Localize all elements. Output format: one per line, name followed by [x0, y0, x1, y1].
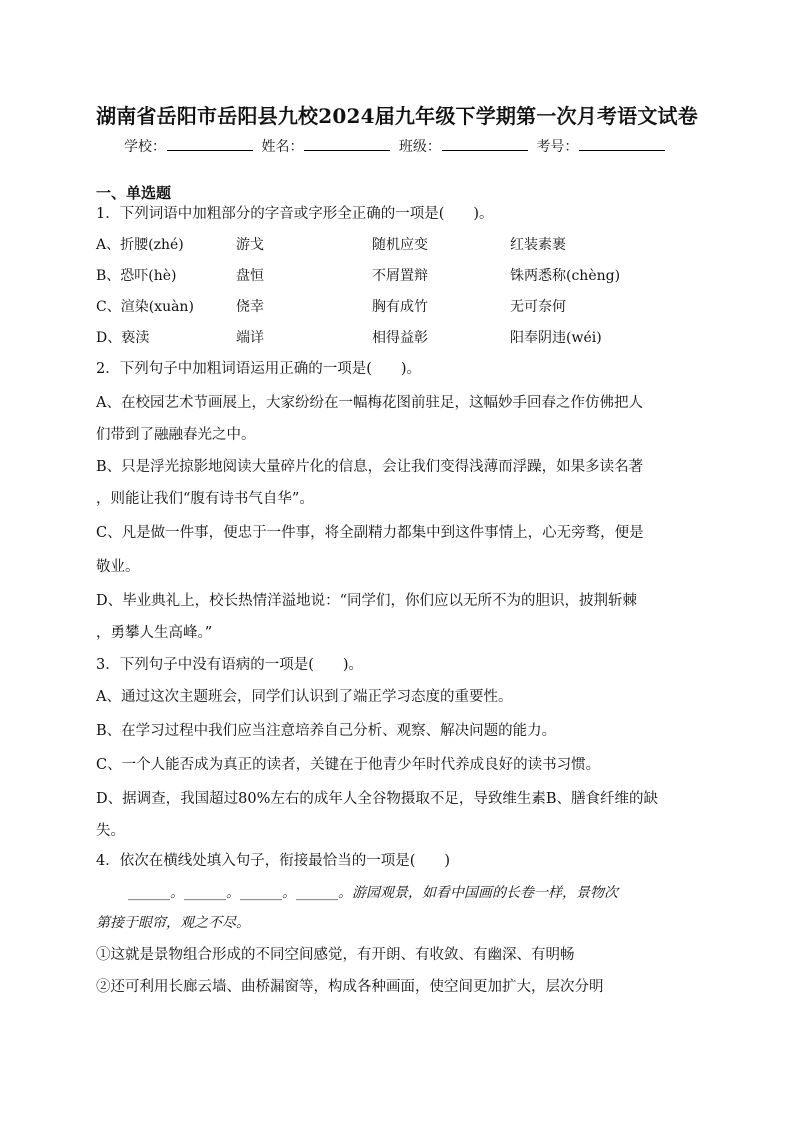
q3-option-d-line2: 失。: [96, 823, 125, 839]
q3-option-c: C、一个人能否成为真正的读者，关键在于他青少年时代养成良好的读书习惯。: [96, 757, 601, 773]
exam-title: 湖南省岳阳市岳阳县九校2024届九年级下学期第一次月考语文试卷: [96, 104, 698, 128]
q1-d-2: 端详: [236, 330, 264, 346]
q1-c-2: 侥幸: [236, 299, 264, 315]
q1-c-3: 胸有成竹: [372, 299, 428, 315]
student-info-row: [124, 136, 669, 156]
q2-option-d-line2: ，勇攀人生高峰。”: [96, 625, 213, 641]
school-blank: [167, 138, 253, 151]
q1-a-4: 红装素裹: [510, 237, 566, 253]
q3-stem: 3．下列句子中没有语病的一项是( )。: [96, 657, 364, 673]
q4-sentence-2: ②还可利用长廊云墙、曲桥漏窗等，构成各种画面，使空间更加扩大，层次分明: [96, 979, 604, 995]
q2-option-c-line1: C、凡是做一件事，便忠于一件事，将全副精力都集中到这件事情上，心无旁骛，便是: [96, 525, 644, 541]
class-blank: [442, 138, 528, 151]
exam-number-label: 考号：: [536, 139, 579, 155]
q4-passage-line1: ______。______。______。______。游园观景，如看中国画的长卷一样，景物次: [128, 885, 618, 901]
q3-option-a: A、通过这次主题班会，同学们认识到了端正学习态度的重要性。: [96, 689, 513, 705]
q2-option-b-line1: B、只是浮光掠影地阅读大量碎片化的信息，会让我们变得浅薄而浮躁，如果多读名著: [96, 459, 644, 475]
q1-a-1: A、折腰(zhé): [96, 237, 184, 253]
name-label: 姓名：: [261, 139, 304, 155]
q1-a-3: 随机应变: [372, 237, 428, 253]
q1-d-4: 阳奉阴违(wéi): [510, 330, 602, 346]
q2-option-a-line1: A、在校园艺术节画展上，大家纷纷在一幅梅花图前驻足，这幅妙手回春之作仿佛把人: [96, 395, 643, 411]
q1-c-4: 无可奈何: [510, 299, 566, 315]
q4-stem: 4．依次在横线处填入句子，衔接最恰当的一项是( ): [96, 853, 451, 869]
q1-b-1: B、恐吓(hè): [96, 268, 177, 284]
q2-option-a-line2: 们带到了融融春光之中。: [96, 427, 256, 443]
q1-a-2: 游戈: [236, 237, 264, 253]
q2-option-d-line1: D、毕业典礼上，校长热情洋溢地说：“同学们，你们应以无所不为的胆识，披荆斩棘: [96, 593, 638, 609]
q4-passage-line2: 第接于眼帘，观之不尽。: [96, 915, 250, 931]
q3-option-b: B、在学习过程中我们应当注意培养自己分析、观察、解决问题的能力。: [96, 723, 557, 739]
q1-d-1: D、亵渎: [96, 330, 150, 346]
q1-b-4: 铢两悉称(chèng): [510, 268, 621, 284]
exam-number-blank: [579, 138, 665, 151]
section-heading: 一、单选题: [96, 184, 172, 202]
name-blank: [304, 138, 390, 151]
q1-b-3: 不屑置辩: [372, 268, 428, 284]
q2-stem: 2．下列句子中加粗词语运用正确的一项是( )。: [96, 361, 422, 377]
q1-stem: 1．下列词语中加粗部分的字音或字形全正确的一项是( )。: [96, 206, 494, 222]
q3-option-d-line1: D、据调查，我国超过80%左右的成年人全谷物摄取不足，导致维生素B、膳食纤维的缺: [96, 791, 659, 807]
q1-c-1: C、渲染(xuàn): [96, 299, 194, 315]
school-label: 学校：: [124, 139, 166, 155]
q1-d-3: 相得益彰: [372, 330, 428, 346]
class-label: 班级：: [398, 139, 441, 155]
q4-sentence-1: ①这就是景物组合形成的不同空间感觉，有开朗、有收敛、有幽深、有明畅: [96, 947, 575, 963]
q2-option-b-line2: ，则能让我们“腹有诗书气自华”。: [96, 491, 314, 507]
q1-b-2: 盘恒: [236, 268, 264, 284]
q2-option-c-line2: 敬业。: [96, 559, 140, 575]
